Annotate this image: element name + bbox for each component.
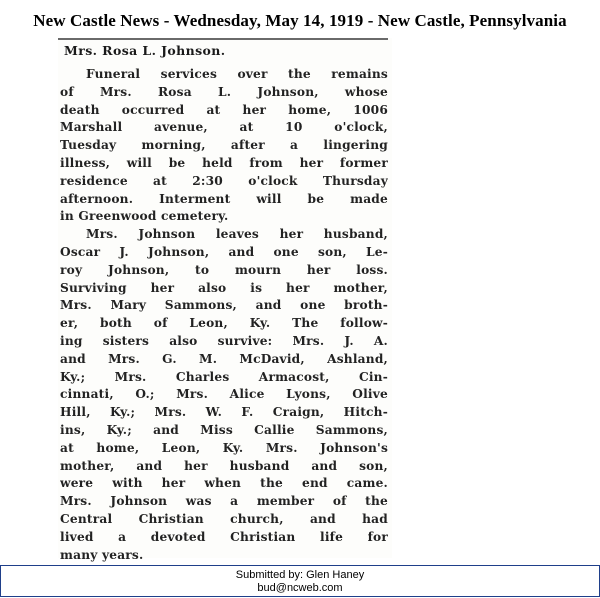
obituary-line: Hill, Ky.; Mrs. W. F. Craign, Hitch-: [60, 405, 388, 420]
obituary-line: Ky.; Mrs. Charles Armacost, Cin-: [60, 369, 388, 384]
obituary-line: afternoon. Interment will be made: [60, 191, 388, 206]
obituary-line: illness, will be held from her former: [60, 155, 388, 170]
obituary-line: were with her when the end came.: [60, 476, 388, 491]
obituary-line: Central Christian church, and had: [60, 511, 388, 526]
obituary-line: and Mrs. G. M. McDavid, Ashland,: [60, 351, 388, 366]
obituary-line: mother, and her husband and son,: [60, 458, 388, 473]
obituary-line: in Greenwood cemetery.: [60, 209, 229, 224]
page-title: New Castle News - Wednesday, May 14, 1919 - New Castle, Pennsylvania: [33, 11, 567, 30]
obituary-line: residence at 2:30 o'clock Thursday: [60, 173, 388, 188]
submission-footer: [0, 565, 600, 597]
obituary-line: Mrs. Mary Sammons, and one broth-: [60, 298, 388, 313]
obituary-line: death occurred at her home, 1006: [60, 102, 388, 117]
obituary-line: er, both of Leon, Ky. The follow-: [60, 316, 388, 331]
obituary-line: many years.: [60, 547, 144, 562]
obituary-line: of Mrs. Rosa L. Johnson, whose: [60, 84, 388, 99]
obituary-line: Funeral services over the remains: [86, 67, 388, 81]
obituary-line: Mrs. Johnson was a member of the: [60, 494, 388, 509]
obituary-line: Marshall avenue, at 10 o'clock,: [60, 120, 388, 135]
clipping-top-rule: [58, 38, 388, 40]
submitter-email: bud@ncweb.com: [257, 582, 343, 594]
obituary-line: Surviving her also is her mother,: [60, 280, 388, 295]
obituary-line: cinnati, O.; Mrs. Alice Lyons, Olive: [60, 387, 388, 402]
obituary-body: [60, 66, 388, 564]
obituary-line: Tuesday morning, after a lingering: [60, 138, 388, 153]
obituary-line: Oscar J. Johnson, and one son, Le-: [60, 244, 388, 259]
obituary-line: Mrs. Johnson leaves her husband,: [86, 227, 388, 242]
obituary-line: ing sisters also survive: Mrs. J. A.: [60, 333, 388, 348]
obituary-line: roy Johnson, to mourn her loss.: [60, 262, 388, 277]
newspaper-clipping: [58, 38, 392, 562]
obituary-line: at home, Leon, Ky. Mrs. Johnson's: [60, 440, 388, 455]
obituary-headline: Mrs. Rosa L. Johnson.: [64, 43, 226, 58]
obituary-line: ins, Ky.; and Miss Callie Sammons,: [60, 422, 388, 437]
obituary-line: lived a devoted Christian life for: [60, 529, 388, 544]
submitted-by-text: Submitted by: Glen Haney: [235, 569, 365, 581]
